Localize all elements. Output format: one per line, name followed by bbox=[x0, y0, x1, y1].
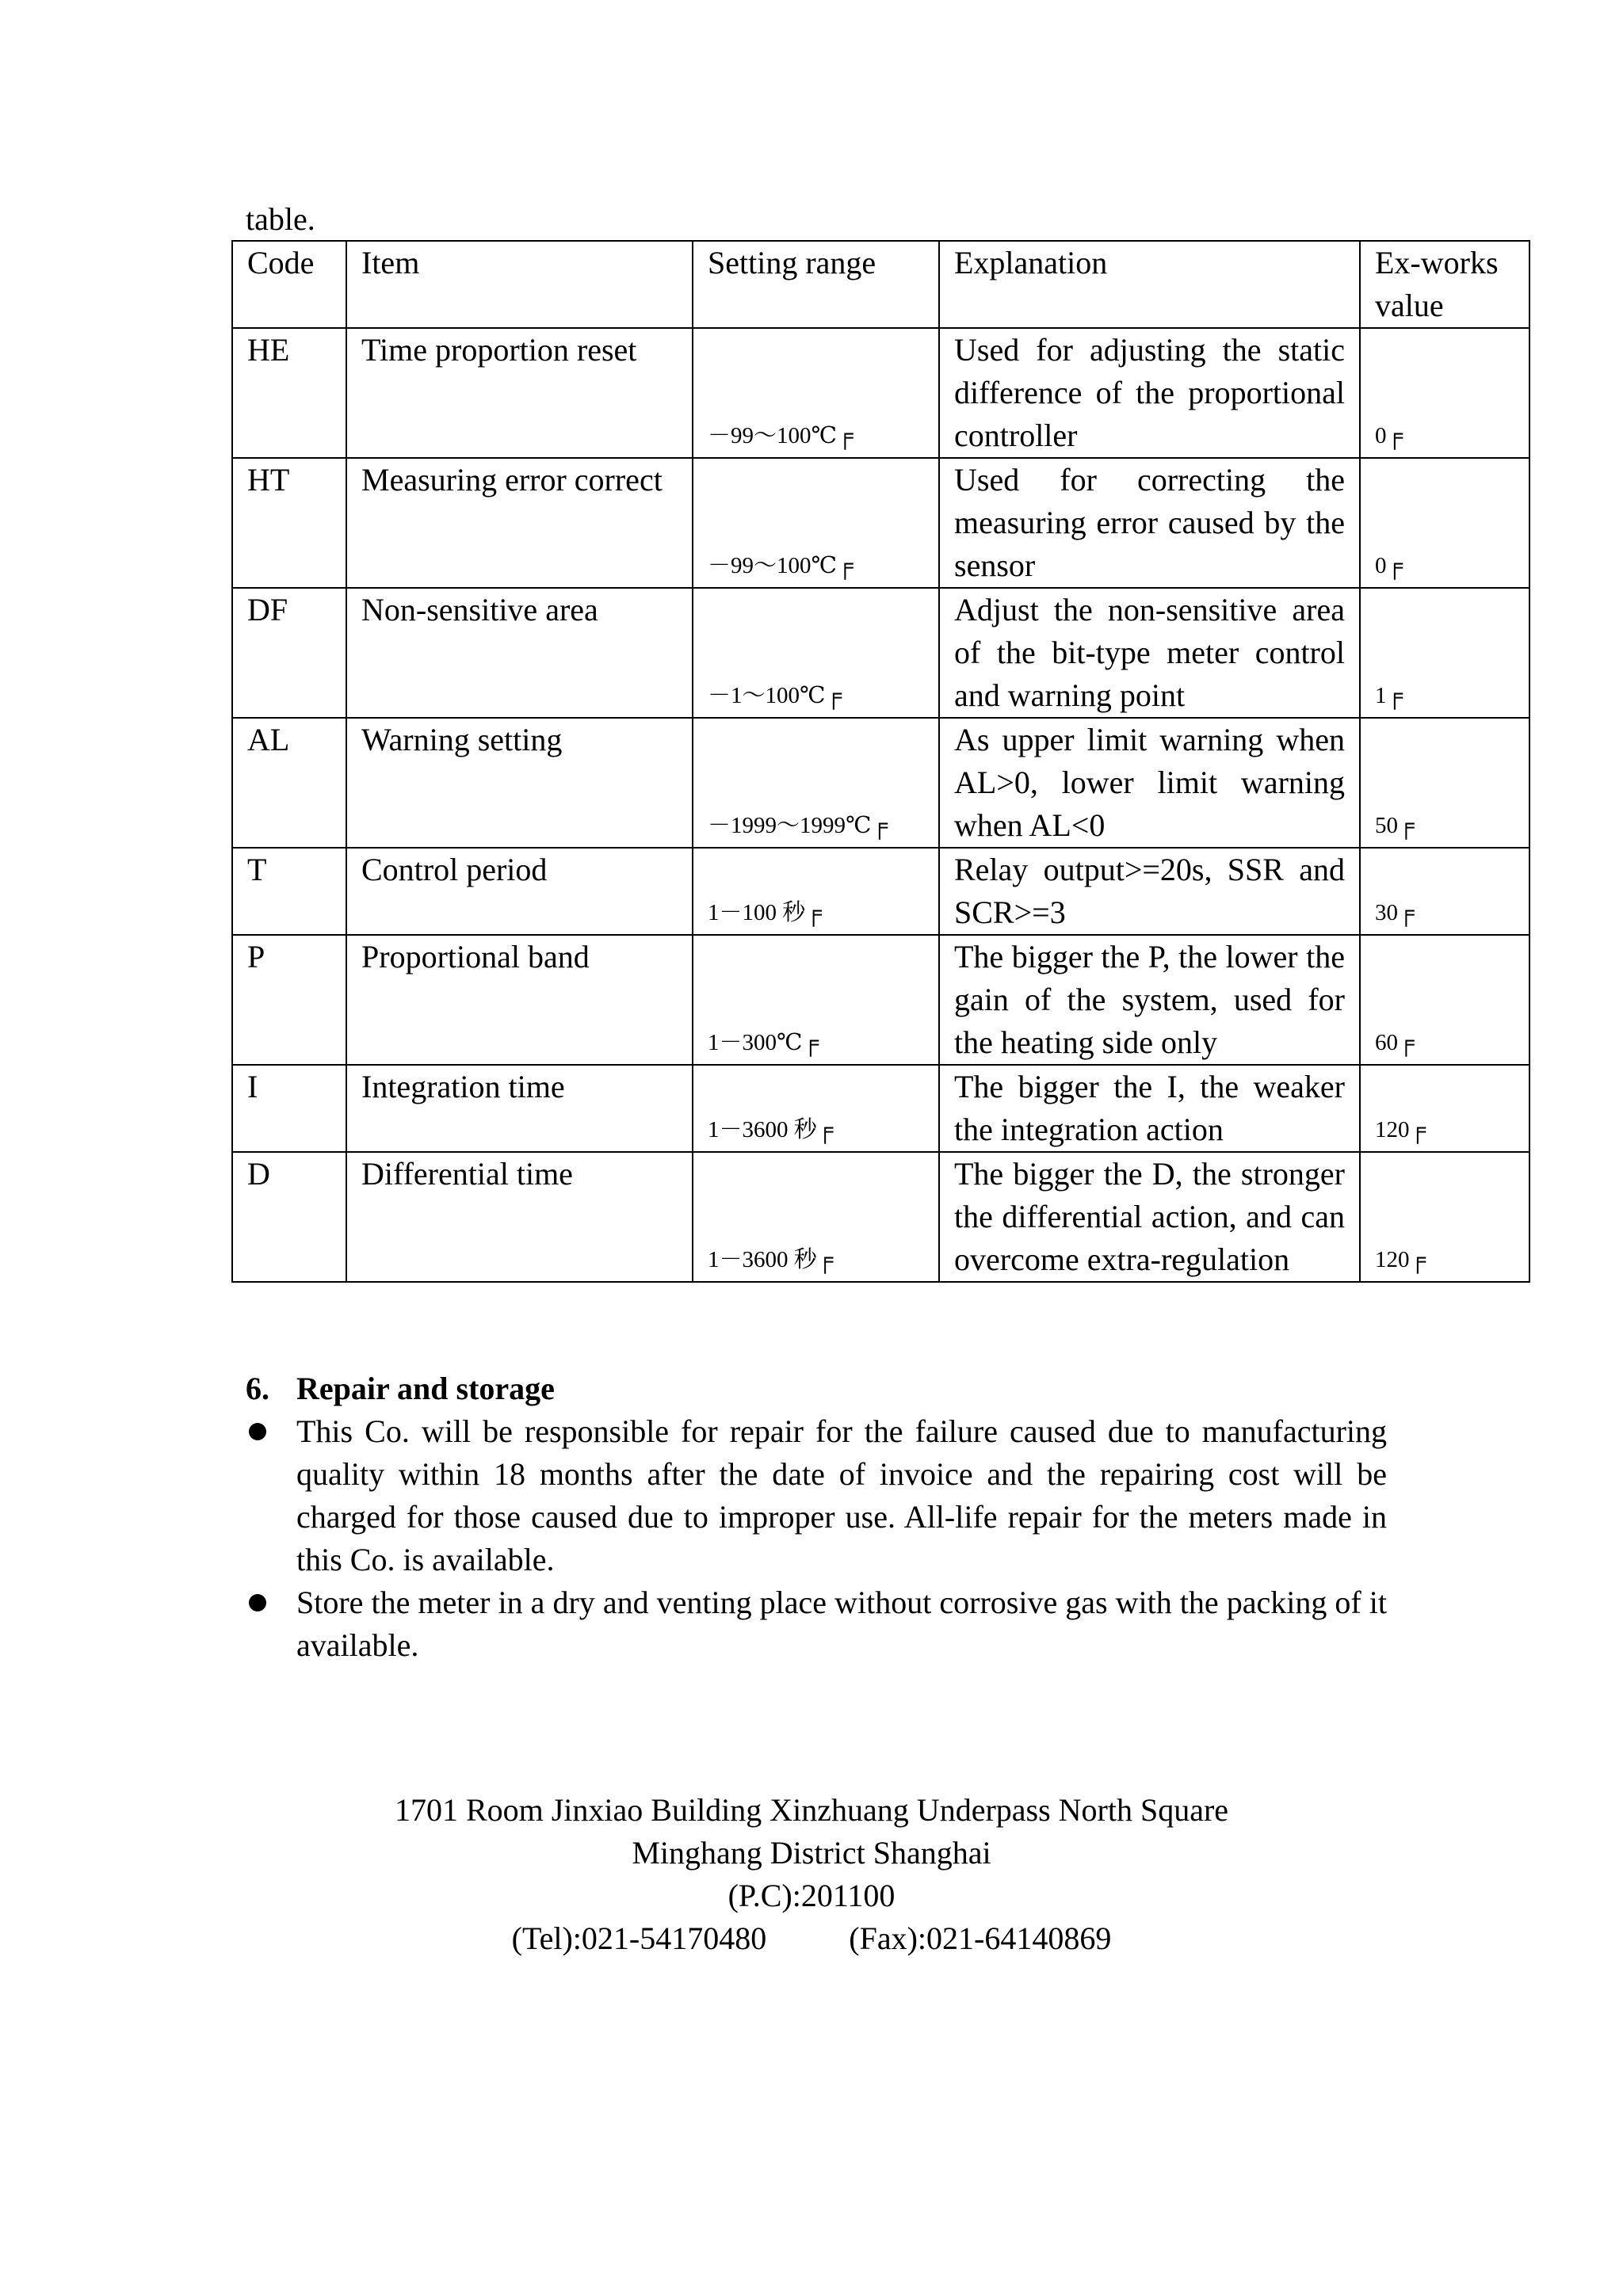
cell-setting-range bbox=[693, 1152, 939, 1282]
cell-explanation bbox=[939, 328, 1360, 458]
cell-setting-range-text: 1－300℃╒ bbox=[708, 1030, 819, 1055]
cell-code-text: D bbox=[247, 1156, 270, 1192]
cell-explanation-text: As upper limit warning when AL>0, lower limit warning when AL<0 bbox=[954, 722, 1345, 843]
bullet-icon bbox=[249, 1594, 266, 1611]
cell-item bbox=[346, 588, 693, 718]
cell-setting-range bbox=[693, 328, 939, 458]
fax: (Fax):021-64140869 bbox=[849, 1920, 1112, 1956]
cell-setting-range-text: －1～100℃╒ bbox=[708, 683, 842, 708]
table-row bbox=[232, 328, 1529, 458]
cell-exworks-value bbox=[1360, 935, 1529, 1065]
cell-exworks-value-text: 120╒ bbox=[1375, 1247, 1426, 1272]
cell-explanation-text: The bigger the P, the lower the gain of the system, used for the heating side only bbox=[954, 939, 1345, 1060]
cell-code bbox=[232, 718, 346, 848]
table-row bbox=[232, 588, 1529, 718]
cell-code-text: AL bbox=[247, 722, 290, 757]
cell-exworks-value bbox=[1360, 718, 1529, 848]
cell-exworks-value-text: 0╒ bbox=[1375, 553, 1403, 578]
cell-code bbox=[232, 328, 346, 458]
cell-exworks-value-text: 60╒ bbox=[1375, 1030, 1415, 1055]
cell-setting-range-text: 1－3600 秒╒ bbox=[708, 1117, 834, 1142]
cell-exworks-value bbox=[1360, 1152, 1529, 1282]
cell-setting-range bbox=[693, 588, 939, 718]
cell-setting-range-text: 1－100 秒╒ bbox=[708, 900, 822, 925]
cell-explanation bbox=[939, 1152, 1360, 1282]
cell-code bbox=[232, 458, 346, 588]
cell-explanation bbox=[939, 1065, 1360, 1152]
table-header-row bbox=[232, 241, 1529, 328]
cell-explanation-text: The bigger the D, the stronger the differential action, and can overcome extra-regulation bbox=[954, 1156, 1345, 1277]
cell-code-text: HE bbox=[247, 332, 290, 368]
cell-exworks-value-text: 0╒ bbox=[1375, 423, 1403, 448]
cell-item-text: Time proportion reset bbox=[361, 332, 637, 368]
cell-explanation-text: Adjust the non-sensitive area of the bit-type meter control and warning point bbox=[954, 592, 1345, 713]
cell-item bbox=[346, 848, 693, 935]
section-number: 6. bbox=[246, 1371, 269, 1406]
cell-exworks-value bbox=[1360, 1065, 1529, 1152]
cell-code-text: I bbox=[247, 1069, 258, 1104]
cell-exworks-value bbox=[1360, 328, 1529, 458]
cell-exworks-value-text: 120╒ bbox=[1375, 1117, 1426, 1142]
cell-explanation-text: Used for adjusting the static difference of the proportional controller bbox=[954, 332, 1345, 453]
address-line-1: 1701 Room Jinxiao Building Xinzhuang Underpass North Square bbox=[394, 1792, 1229, 1828]
postcode: (P.C):201100 bbox=[727, 1878, 896, 1913]
cell-explanation bbox=[939, 935, 1360, 1065]
cell-item bbox=[346, 328, 693, 458]
header-code: Code bbox=[232, 241, 346, 328]
address-line-2: Minghang District Shanghai bbox=[632, 1835, 991, 1871]
cell-setting-range bbox=[693, 718, 939, 848]
cell-code-text: P bbox=[247, 939, 265, 974]
table-row bbox=[232, 848, 1529, 935]
header-setting-range: Setting range bbox=[693, 241, 939, 328]
cell-exworks-value-text: 1╒ bbox=[1375, 683, 1403, 708]
cell-code bbox=[232, 935, 346, 1065]
cell-item-text: Proportional band bbox=[361, 939, 590, 974]
cell-setting-range-text: 1－3600 秒╒ bbox=[708, 1247, 834, 1272]
telephone: (Tel):021-54170480 bbox=[511, 1920, 767, 1956]
cell-exworks-value bbox=[1360, 458, 1529, 588]
bullet-text: This Co. will be responsible for repair for the failure caused due to manufacturing quality within 18 months after the date of invoice and the repairing cost will be charged for those caused due to improper use. All-life repair for the meters made in this Co. is available. bbox=[296, 1413, 1387, 1577]
cell-setting-range-text: －1999～1999℃╒ bbox=[708, 813, 888, 838]
cell-setting-range bbox=[693, 848, 939, 935]
cell-explanation-text: Used for correcting the measuring error caused by the sensor bbox=[954, 462, 1345, 583]
cell-item-text: Control period bbox=[361, 852, 548, 887]
table-row bbox=[232, 458, 1529, 588]
cell-code-text: HT bbox=[247, 462, 290, 498]
bullet-icon bbox=[249, 1423, 266, 1440]
cell-setting-range bbox=[693, 1065, 939, 1152]
cell-item bbox=[346, 935, 693, 1065]
cell-setting-range-text: －99～100℃╒ bbox=[708, 423, 854, 448]
cell-code bbox=[232, 1152, 346, 1282]
cell-setting-range bbox=[693, 458, 939, 588]
section-title: Repair and storage bbox=[296, 1371, 555, 1406]
cell-explanation bbox=[939, 588, 1360, 718]
list-item bbox=[246, 1581, 1387, 1667]
cell-explanation-text: The bigger the I, the weaker the integration action bbox=[954, 1069, 1345, 1147]
header-explanation: Explanation bbox=[939, 241, 1360, 328]
cell-explanation-text: Relay output>=20s, SSR and SCR>=3 bbox=[954, 852, 1345, 930]
intro-text: table. bbox=[246, 201, 315, 237]
bullet-text: Store the meter in a dry and venting place without corrosive gas with the packing of it available. bbox=[296, 1585, 1387, 1663]
cell-exworks-value bbox=[1360, 848, 1529, 935]
contact-line bbox=[0, 1917, 1623, 1960]
header-exworks-value: Ex-works value bbox=[1360, 241, 1529, 328]
cell-explanation bbox=[939, 458, 1360, 588]
list-item bbox=[246, 1410, 1387, 1581]
cell-code bbox=[232, 588, 346, 718]
table-row bbox=[232, 1152, 1529, 1282]
cell-item bbox=[346, 1065, 693, 1152]
cell-explanation bbox=[939, 848, 1360, 935]
cell-code bbox=[232, 848, 346, 935]
cell-exworks-value-text: 30╒ bbox=[1375, 900, 1415, 925]
cell-item-text: Integration time bbox=[361, 1069, 565, 1104]
cell-setting-range bbox=[693, 935, 939, 1065]
cell-setting-range-text: －99～100℃╒ bbox=[708, 553, 854, 578]
company-address bbox=[0, 1789, 1623, 1960]
table-row bbox=[232, 1065, 1529, 1152]
cell-explanation bbox=[939, 718, 1360, 848]
cell-code-text: DF bbox=[247, 592, 288, 627]
cell-item bbox=[346, 458, 693, 588]
parameter-table bbox=[231, 240, 1530, 1283]
cell-exworks-value bbox=[1360, 588, 1529, 718]
cell-item bbox=[346, 1152, 693, 1282]
cell-item-text: Non-sensitive area bbox=[361, 592, 598, 627]
table-row bbox=[232, 718, 1529, 848]
cell-item-text: Warning setting bbox=[361, 722, 563, 757]
section-heading bbox=[246, 1367, 1387, 1410]
cell-code bbox=[232, 1065, 346, 1152]
repair-storage-section bbox=[246, 1367, 1387, 1667]
cell-exworks-value-text: 50╒ bbox=[1375, 813, 1415, 838]
cell-code-text: T bbox=[247, 852, 267, 887]
table-row bbox=[232, 935, 1529, 1065]
cell-item-text: Measuring error correct bbox=[361, 462, 663, 498]
cell-item bbox=[346, 718, 693, 848]
cell-item-text: Differential time bbox=[361, 1156, 573, 1192]
header-item: Item bbox=[346, 241, 693, 328]
